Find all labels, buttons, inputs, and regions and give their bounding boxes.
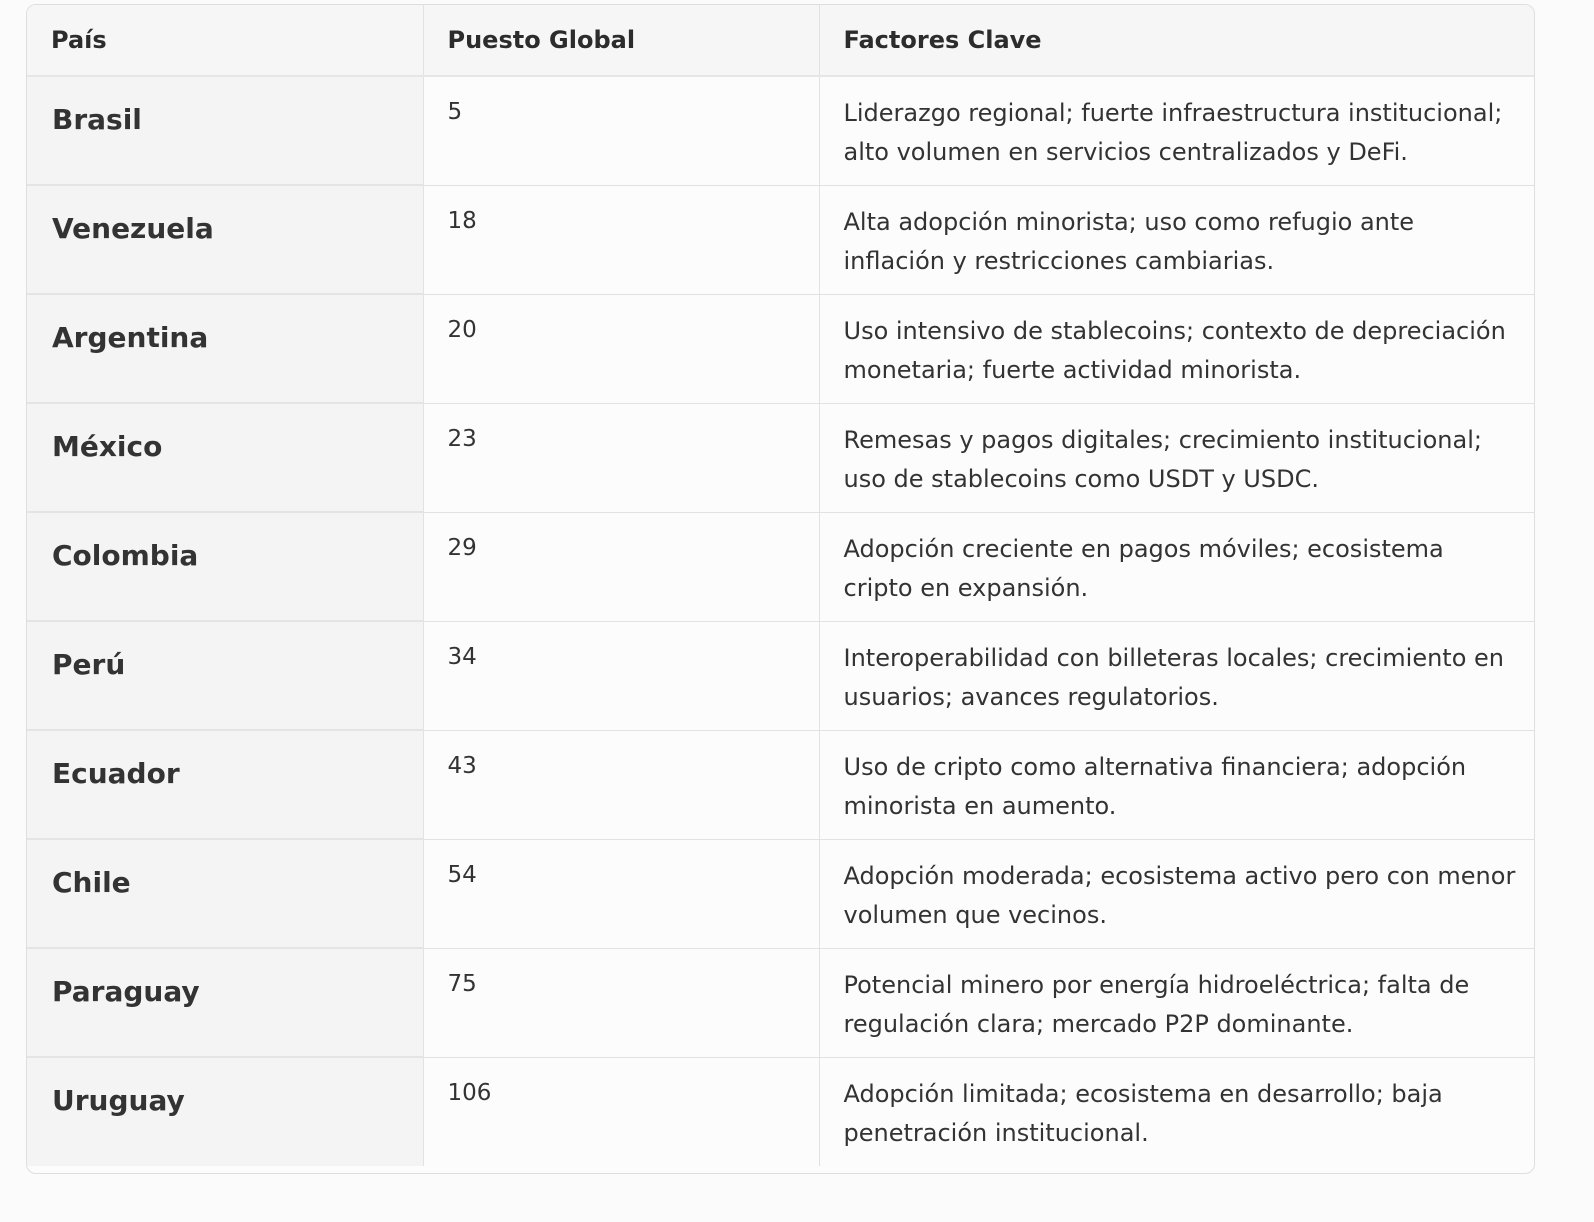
table-row	[27, 512, 1535, 621]
country-cell: Argentina	[27, 294, 423, 403]
table-row	[27, 621, 1535, 730]
header-row	[27, 5, 1535, 76]
table-row	[27, 948, 1535, 1057]
table-row	[27, 403, 1535, 512]
factors-cell: Uso de cripto como alternativa financiera; adopción minorista en aumento.	[819, 730, 1535, 839]
factors-cell: Uso intensivo de stablecoins; contexto de depreciación monetaria; fuerte actividad minorista.	[819, 294, 1535, 403]
rank-cell: 23	[423, 403, 819, 512]
country-cell: Venezuela	[27, 185, 423, 294]
factors-cell: Liderazgo regional; fuerte infraestructura institucional; alto volumen en servicios centralizados y DeFi.	[819, 76, 1535, 185]
header-country: País	[27, 5, 423, 76]
factors-cell: Adopción limitada; ecosistema en desarrollo; baja penetración institucional.	[819, 1057, 1535, 1166]
country-cell: Colombia	[27, 512, 423, 621]
country-cell: Perú	[27, 621, 423, 730]
rank-cell: 106	[423, 1057, 819, 1166]
table-row	[27, 1057, 1535, 1166]
table-row	[27, 730, 1535, 839]
rank-cell: 20	[423, 294, 819, 403]
table-container	[26, 4, 1535, 1174]
table-body	[27, 76, 1535, 1166]
table-header	[27, 5, 1535, 76]
header-global-rank: Puesto Global	[423, 5, 819, 76]
rank-cell: 75	[423, 948, 819, 1057]
table-row	[27, 185, 1535, 294]
adoption-ranking-table	[27, 5, 1535, 1166]
country-cell: Brasil	[27, 76, 423, 185]
factors-cell: Adopción creciente en pagos móviles; ecosistema cripto en expansión.	[819, 512, 1535, 621]
factors-cell: Remesas y pagos digitales; crecimiento institucional; uso de stablecoins como USDT y USDC.	[819, 403, 1535, 512]
rank-cell: 18	[423, 185, 819, 294]
rank-cell: 43	[423, 730, 819, 839]
rank-cell: 54	[423, 839, 819, 948]
factors-cell: Potencial minero por energía hidroeléctrica; falta de regulación clara; mercado P2P dominante.	[819, 948, 1535, 1057]
country-cell: Ecuador	[27, 730, 423, 839]
factors-cell: Interoperabilidad con billeteras locales; crecimiento en usuarios; avances regulatorios.	[819, 621, 1535, 730]
country-cell: Paraguay	[27, 948, 423, 1057]
country-cell: Chile	[27, 839, 423, 948]
country-cell: México	[27, 403, 423, 512]
factors-cell: Alta adopción minorista; uso como refugio ante inflación y restricciones cambiarias.	[819, 185, 1535, 294]
rank-cell: 5	[423, 76, 819, 185]
header-key-factors: Factores Clave	[819, 5, 1535, 76]
table-row	[27, 76, 1535, 185]
factors-cell: Adopción moderada; ecosistema activo pero con menor volumen que vecinos.	[819, 839, 1535, 948]
country-cell: Uruguay	[27, 1057, 423, 1166]
rank-cell: 34	[423, 621, 819, 730]
rank-cell: 29	[423, 512, 819, 621]
table-row	[27, 839, 1535, 948]
table-row	[27, 294, 1535, 403]
